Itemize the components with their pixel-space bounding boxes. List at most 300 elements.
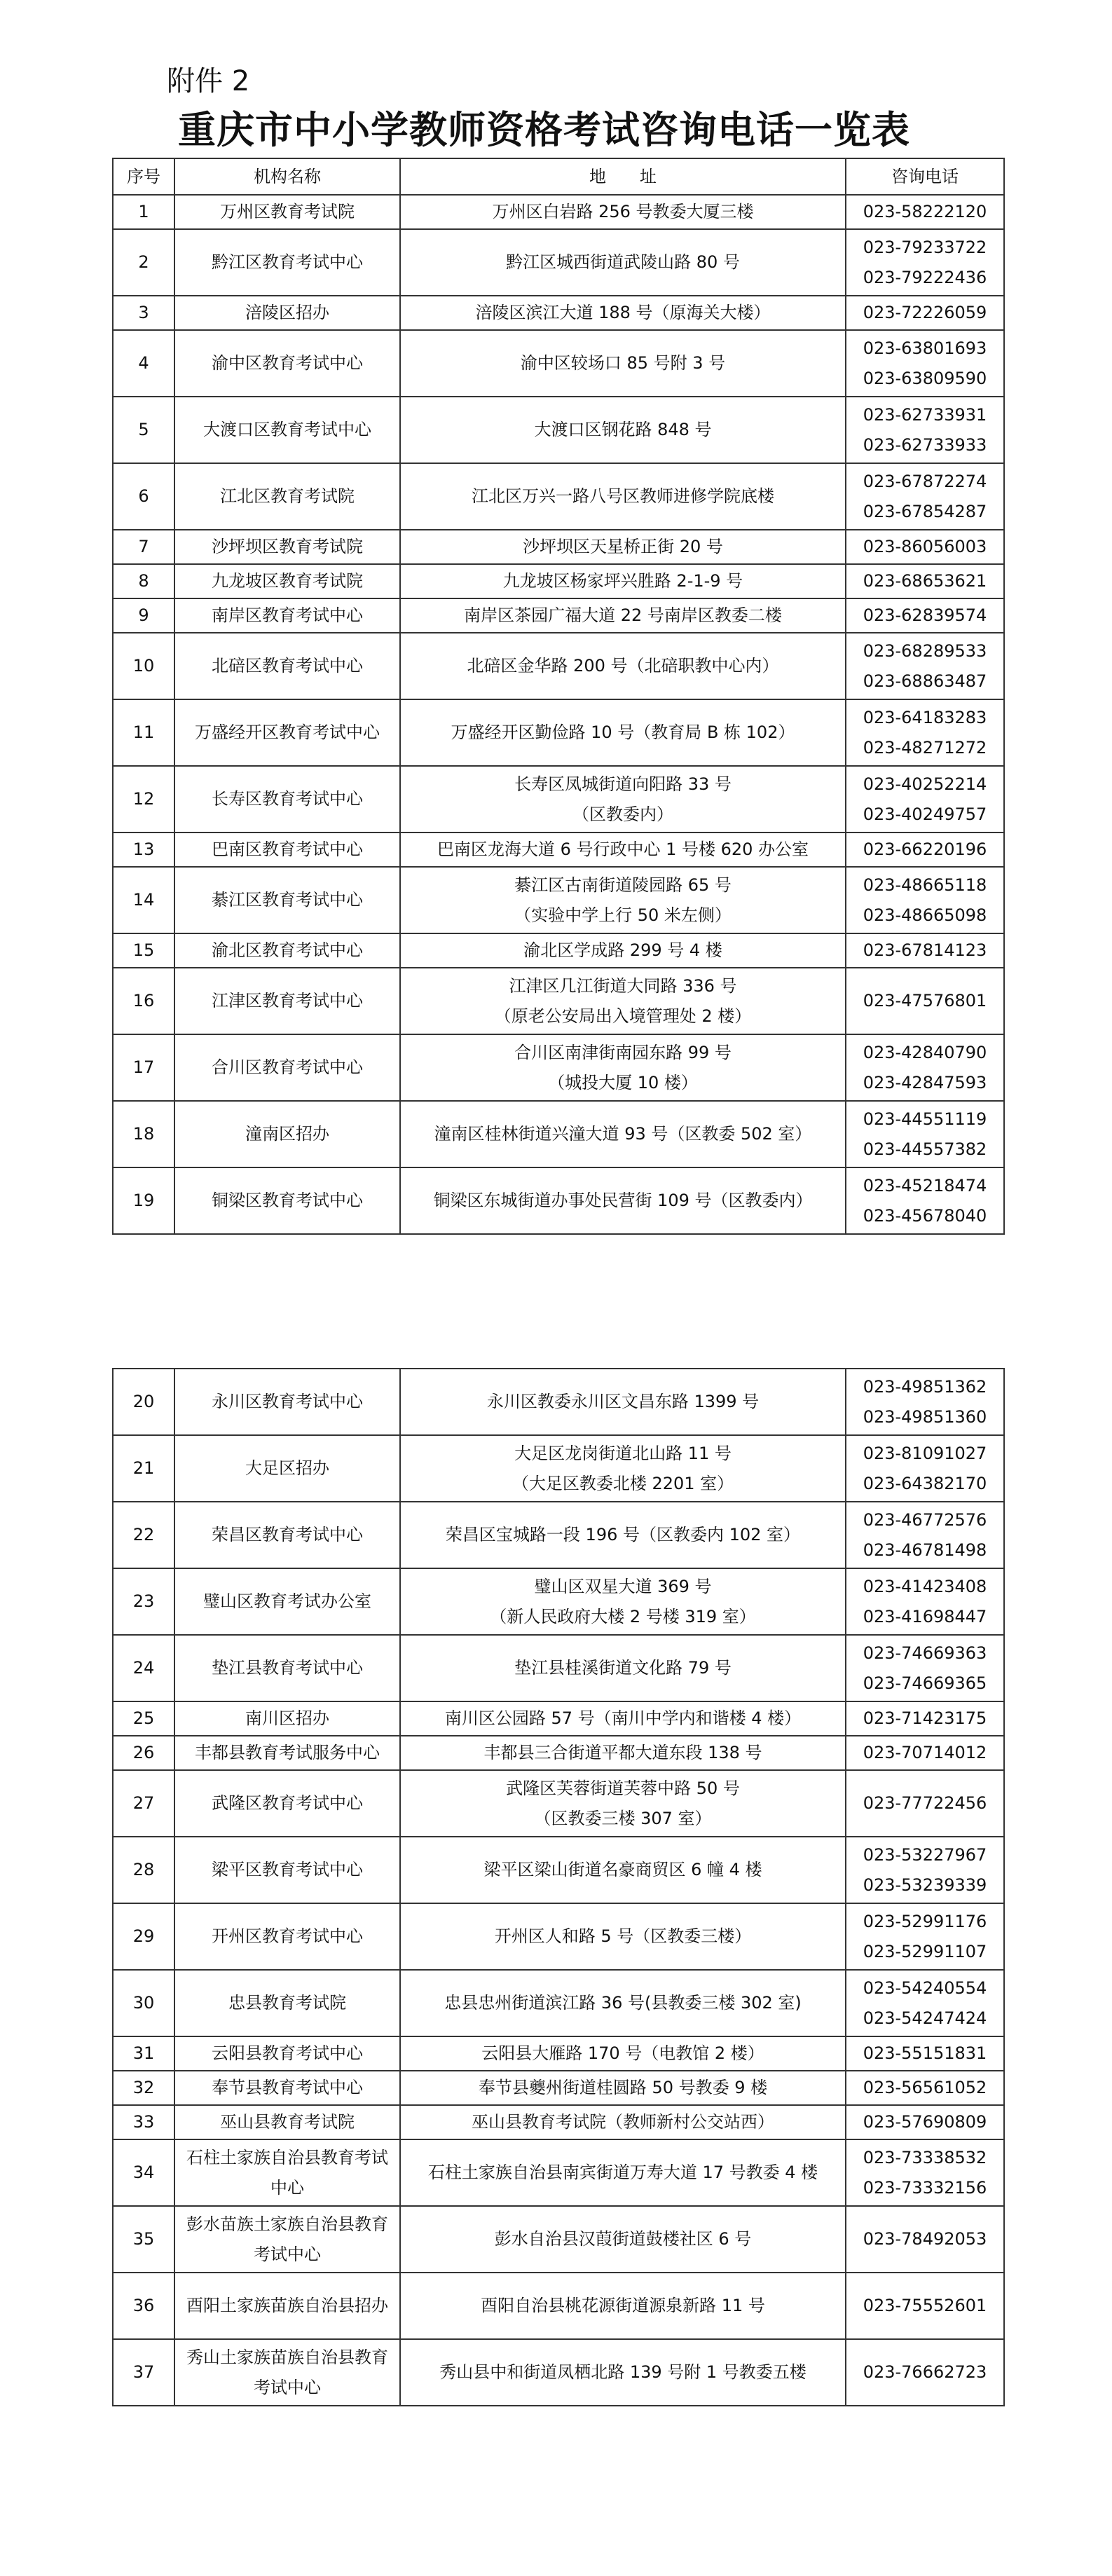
table-row <box>113 2105 1004 2139</box>
phone-number: 023-54247424 <box>863 2008 987 2028</box>
phone-number: 023-41698447 <box>863 1606 987 1626</box>
phone-number: 023-42840790 <box>863 1042 987 1062</box>
phone <box>846 933 1004 968</box>
phone-number: 023-41423408 <box>863 1576 987 1596</box>
org-name-text: 江北区教育考试院 <box>220 486 355 506</box>
address <box>400 598 846 633</box>
org-name <box>174 2273 400 2339</box>
row-number: 36 <box>113 2273 174 2339</box>
org-name <box>174 296 400 330</box>
address-line: 大渡口区钢花路 848 号 <box>534 420 712 439</box>
row-number: 21 <box>113 1435 174 1502</box>
address <box>400 2206 846 2273</box>
table-row <box>113 2071 1004 2105</box>
phone-number: 023-53227967 <box>863 1844 987 1865</box>
org-name-text: 长寿区教育考试中心 <box>212 789 363 809</box>
table-row <box>113 933 1004 968</box>
address <box>400 195 846 229</box>
org-name <box>174 1903 400 1970</box>
row-number: 6 <box>113 463 174 530</box>
phone <box>846 296 1004 330</box>
phone <box>846 1568 1004 1635</box>
address-line: 开州区人和路 5 号（区教委三楼） <box>494 1926 752 1946</box>
table-row <box>113 1435 1004 1502</box>
table-row <box>113 296 1004 330</box>
org-name-text: 涪陵区招办 <box>245 303 329 322</box>
address <box>400 2105 846 2139</box>
org-name-text: 江津区教育考试中心 <box>212 991 363 1010</box>
row-number: 14 <box>113 867 174 933</box>
org-name <box>174 1034 400 1101</box>
row-number: 3 <box>113 296 174 330</box>
phone <box>846 1701 1004 1736</box>
phone-number: 023-66220196 <box>863 840 987 859</box>
address <box>400 833 846 867</box>
table-row <box>113 1736 1004 1770</box>
org-name <box>174 463 400 530</box>
phone-number: 023-48271272 <box>863 737 987 758</box>
org-name <box>174 2139 400 2206</box>
address <box>400 330 846 397</box>
org-name-text: 南岸区教育考试中心 <box>212 605 363 625</box>
phone <box>846 1903 1004 1970</box>
address <box>400 296 846 330</box>
row-number: 9 <box>113 598 174 633</box>
address-line: 奉节县夔州街道桂圆路 50 号教委 9 楼 <box>478 2078 768 2097</box>
row-number: 20 <box>113 1369 174 1435</box>
phone-number: 023-57690809 <box>863 2112 987 2132</box>
org-name <box>174 330 400 397</box>
table-row <box>113 1701 1004 1736</box>
address-line: 云阳县大雁路 170 号（电教馆 2 楼） <box>481 2043 764 2063</box>
contact-table-part-2 <box>112 1368 1005 2406</box>
phone <box>846 229 1004 296</box>
address <box>400 1701 846 1736</box>
org-name <box>174 195 400 229</box>
phone-number: 023-78492053 <box>863 2229 987 2249</box>
address <box>400 1635 846 1701</box>
table-row <box>113 463 1004 530</box>
header-address: 地 址 <box>400 158 846 195</box>
phone <box>846 867 1004 933</box>
address-line: 秀山县中和街道凤栖北路 139 号附 1 号教委五楼 <box>439 2362 806 2382</box>
phone <box>846 1502 1004 1568</box>
org-name <box>174 833 400 867</box>
phone-number: 023-48665098 <box>863 905 987 925</box>
org-name-text: 荣昌区教育考试中心 <box>212 1525 363 1544</box>
row-number: 24 <box>113 1635 174 1701</box>
table-row <box>113 1635 1004 1701</box>
org-name <box>174 2105 400 2139</box>
address-line: 丰都县三合街道平都大道东段 138 号 <box>483 1743 762 1762</box>
address <box>400 633 846 699</box>
phone-number: 023-79233722 <box>863 237 987 257</box>
phone <box>846 1034 1004 1101</box>
phone-number: 023-47576801 <box>863 991 987 1010</box>
address <box>400 397 846 463</box>
address-line: 渝北区学成路 299 号 4 楼 <box>523 940 722 960</box>
address-line: 璧山区双星大道 369 号 <box>534 1576 712 1596</box>
table-row <box>113 1837 1004 1903</box>
row-number: 29 <box>113 1903 174 1970</box>
address <box>400 766 846 833</box>
table-row <box>113 564 1004 598</box>
row-number: 4 <box>113 330 174 397</box>
address <box>400 1970 846 2036</box>
org-name <box>174 1568 400 1635</box>
table-row <box>113 229 1004 296</box>
table-row <box>113 1502 1004 1568</box>
phone <box>846 1369 1004 1435</box>
address <box>400 1101 846 1167</box>
phone-number: 023-81091027 <box>863 1443 987 1463</box>
address-line: 涪陵区滨江大道 188 号（原海关大楼） <box>475 303 771 322</box>
address <box>400 1770 846 1837</box>
org-name-text: 秀山土家族苗族自治县教育考试中心 <box>186 2347 388 2397</box>
phone-number: 023-63809590 <box>863 368 987 388</box>
address <box>400 2071 846 2105</box>
phone-number: 023-46772576 <box>863 1509 987 1530</box>
row-number: 12 <box>113 766 174 833</box>
address <box>400 1502 846 1568</box>
row-number: 26 <box>113 1736 174 1770</box>
address-line: 黔江区城西街道武陵山路 80 号 <box>506 252 740 272</box>
address <box>400 2139 846 2206</box>
phone-number: 023-73338532 <box>863 2147 987 2167</box>
org-name-text: 大足区招办 <box>245 1458 329 1478</box>
table-row <box>113 2036 1004 2071</box>
address-line: 彭水自治县汉葭街道鼓楼社区 6 号 <box>494 2229 752 2249</box>
org-name-text: 大渡口区教育考试中心 <box>203 420 371 439</box>
phone <box>846 968 1004 1034</box>
org-name <box>174 1701 400 1736</box>
phone <box>846 833 1004 867</box>
address-line: 酉阳自治县桃花源街道源泉新路 11 号 <box>481 2296 765 2315</box>
org-name-text: 永川区教育考试中心 <box>212 1392 363 1411</box>
phone-number: 023-48665118 <box>863 875 987 895</box>
phone-number: 023-70714012 <box>863 1743 987 1762</box>
phone-number: 023-68653621 <box>863 571 987 591</box>
address <box>400 564 846 598</box>
phone-number: 023-44557382 <box>863 1139 987 1159</box>
table-row <box>113 330 1004 397</box>
table-row <box>113 397 1004 463</box>
row-number: 10 <box>113 633 174 699</box>
address <box>400 530 846 564</box>
phone-number: 023-77722456 <box>863 1793 987 1813</box>
table-row <box>113 1568 1004 1635</box>
phone-number: 023-54240554 <box>863 1978 987 1998</box>
table-body <box>113 195 1004 1234</box>
phone-number: 023-64382170 <box>863 1473 987 1493</box>
phone <box>846 1970 1004 2036</box>
header-no: 序号 <box>113 158 174 195</box>
address-line: 綦江区古南街道陵园路 65 号 <box>514 875 732 895</box>
row-number: 33 <box>113 2105 174 2139</box>
address-line: 巫山县教育考试院（教师新村公交站西） <box>472 2112 774 2132</box>
row-number: 8 <box>113 564 174 598</box>
org-name-text: 万盛经开区教育考试中心 <box>195 722 380 742</box>
org-name <box>174 2206 400 2273</box>
address <box>400 1167 846 1234</box>
row-number: 7 <box>113 530 174 564</box>
org-name-text: 梁平区教育考试中心 <box>212 1860 363 1879</box>
phone-number: 023-58222120 <box>863 202 987 221</box>
phone <box>846 2339 1004 2406</box>
phone-number: 023-75552601 <box>863 2296 987 2315</box>
org-name <box>174 1435 400 1502</box>
address-line: 北碚区金华路 200 号（北碚职教中心内） <box>467 656 779 676</box>
address-line: 南川区公园路 57 号（南川中学内和谐楼 4 楼） <box>444 1708 802 1728</box>
phone <box>846 397 1004 463</box>
org-name-text: 彭水苗族土家族自治县教育考试中心 <box>186 2214 388 2264</box>
org-name-text: 石柱土家族自治县教育考试中心 <box>186 2147 388 2198</box>
address <box>400 1837 846 1903</box>
row-number: 30 <box>113 1970 174 2036</box>
row-number: 32 <box>113 2071 174 2105</box>
org-name <box>174 766 400 833</box>
address-line: 潼南区桂林街道兴潼大道 93 号（区教委 502 室） <box>434 1124 812 1144</box>
row-number: 5 <box>113 397 174 463</box>
org-name <box>174 1970 400 2036</box>
phone-number: 023-76662723 <box>863 2362 987 2382</box>
org-name-text: 合川区教育考试中心 <box>212 1057 363 1077</box>
phone <box>846 1435 1004 1502</box>
table-row <box>113 1770 1004 1837</box>
phone <box>846 2206 1004 2273</box>
table-header-row <box>113 158 1004 195</box>
org-name <box>174 633 400 699</box>
address <box>400 2036 846 2071</box>
org-name <box>174 699 400 766</box>
table-row <box>113 833 1004 867</box>
address <box>400 463 846 530</box>
row-number: 2 <box>113 229 174 296</box>
phone <box>846 633 1004 699</box>
org-name-text: 云阳县教育考试中心 <box>212 2043 363 2063</box>
org-name <box>174 530 400 564</box>
address <box>400 933 846 968</box>
address-line: 九龙坡区杨家坪兴胜路 2-1-9 号 <box>502 571 743 591</box>
phone-number: 023-44551119 <box>863 1109 987 1129</box>
org-name <box>174 1167 400 1234</box>
phone <box>846 330 1004 397</box>
address-line: （区教委内） <box>572 804 673 824</box>
org-name <box>174 598 400 633</box>
address <box>400 867 846 933</box>
address <box>400 1369 846 1435</box>
phone <box>846 564 1004 598</box>
org-name <box>174 1101 400 1167</box>
org-name-text: 潼南区招办 <box>245 1124 329 1144</box>
phone-number: 023-49851362 <box>863 1376 987 1397</box>
address-line: （大足区教委北楼 2201 室） <box>512 1473 734 1493</box>
table-row <box>113 2339 1004 2406</box>
address <box>400 229 846 296</box>
row-number: 25 <box>113 1701 174 1736</box>
address-line: 南岸区茶园广福大道 22 号南岸区教委二楼 <box>464 605 782 625</box>
phone-number: 023-40252214 <box>863 774 987 794</box>
phone-number: 023-73332156 <box>863 2177 987 2198</box>
org-name-text: 北碚区教育考试中心 <box>212 656 363 676</box>
org-name <box>174 1736 400 1770</box>
phone-number: 023-64183283 <box>863 707 987 727</box>
table-row <box>113 2139 1004 2206</box>
phone-number: 023-86056003 <box>863 537 987 556</box>
org-name-text: 南川区招办 <box>245 1708 329 1728</box>
phone-number: 023-45218474 <box>863 1175 987 1195</box>
org-name-text: 九龙坡区教育考试院 <box>212 571 363 591</box>
phone <box>846 463 1004 530</box>
table-body <box>113 1369 1004 2406</box>
phone <box>846 1837 1004 1903</box>
page-title: 重庆市中小学教师资格考试咨询电话一览表 <box>178 107 910 152</box>
address-line: 巴南区龙海大道 6 号行政中心 1 号楼 620 办公室 <box>437 840 809 859</box>
org-name <box>174 1502 400 1568</box>
org-name-text: 酉阳土家族苗族自治县招办 <box>186 2296 388 2315</box>
org-name <box>174 867 400 933</box>
org-name-text: 璧山区教育考试办公室 <box>203 1591 371 1611</box>
phone <box>846 2036 1004 2071</box>
org-name <box>174 397 400 463</box>
org-name <box>174 1837 400 1903</box>
address-line: （城投大厦 10 楼） <box>548 1072 698 1092</box>
address-line: 石柱土家族自治县南宾街道万寿大道 17 号教委 4 楼 <box>427 2163 818 2182</box>
org-name-text: 綦江区教育考试中心 <box>212 890 363 910</box>
org-name <box>174 2339 400 2406</box>
phone-number: 023-68863487 <box>863 671 987 691</box>
org-name-text: 铜梁区教育考试中心 <box>212 1191 363 1210</box>
table-row <box>113 1167 1004 1234</box>
org-name-text: 丰都县教育考试服务中心 <box>195 1743 380 1762</box>
address-line: 万盛经开区勤俭路 10 号（教育局 B 栋 102） <box>451 722 795 742</box>
address-line: 武隆区芙蓉街道芙蓉中路 50 号 <box>506 1778 740 1798</box>
org-name <box>174 564 400 598</box>
org-name-text: 忠县教育考试院 <box>228 1993 346 2013</box>
phone <box>846 2071 1004 2105</box>
address <box>400 1903 846 1970</box>
phone-number: 023-71423175 <box>863 1708 987 1728</box>
table-row <box>113 766 1004 833</box>
phone <box>846 766 1004 833</box>
phone-number: 023-46781498 <box>863 1540 987 1560</box>
table-row <box>113 633 1004 699</box>
address-line: 江津区几江街道大同路 336 号 <box>509 975 737 996</box>
row-number: 35 <box>113 2206 174 2273</box>
table-row <box>113 968 1004 1034</box>
address-line: （区教委三楼 307 室） <box>534 1808 712 1828</box>
address-line: 梁平区梁山街道名豪商贸区 6 幢 4 楼 <box>483 1860 762 1879</box>
address-line: 沙坪坝区天星桥正街 20 号 <box>523 537 723 556</box>
row-number: 13 <box>113 833 174 867</box>
row-number: 22 <box>113 1502 174 1568</box>
table-row <box>113 1369 1004 1435</box>
phone-number: 023-68289533 <box>863 640 987 661</box>
address-line: 垫江县桂溪街道文化路 79 号 <box>514 1658 732 1678</box>
phone-number: 023-62733931 <box>863 404 987 425</box>
row-number: 28 <box>113 1837 174 1903</box>
org-name-text: 武隆区教育考试中心 <box>212 1793 363 1813</box>
header-phone: 咨询电话 <box>846 158 1004 195</box>
org-name <box>174 1369 400 1435</box>
header-name: 机构名称 <box>174 158 400 195</box>
table-row <box>113 1034 1004 1101</box>
row-number: 16 <box>113 968 174 1034</box>
org-name-text: 沙坪坝区教育考试院 <box>212 537 363 556</box>
org-name-text: 奉节县教育考试中心 <box>212 2078 363 2097</box>
phone <box>846 195 1004 229</box>
phone-number: 023-40249757 <box>863 804 987 824</box>
address-line: 荣昌区宝城路一段 196 号（区教委内 102 室） <box>445 1525 801 1544</box>
phone-number: 023-42847593 <box>863 1072 987 1092</box>
org-name-text: 黔江区教育考试中心 <box>212 252 363 272</box>
table-row <box>113 530 1004 564</box>
attachment-label: 附件 2 <box>167 65 250 97</box>
address-line: （原老公安局出入境管理处 2 楼） <box>494 1006 752 1026</box>
org-name-text: 开州区教育考试中心 <box>212 1926 363 1946</box>
phone-number: 023-56561052 <box>863 2078 987 2097</box>
phone <box>846 1101 1004 1167</box>
contact-table-part-1 <box>112 158 1005 1235</box>
phone-number: 023-62733933 <box>863 434 987 455</box>
org-name <box>174 229 400 296</box>
org-name-text: 巴南区教育考试中心 <box>212 840 363 859</box>
phone-number: 023-72226059 <box>863 303 987 322</box>
address-line: （实验中学上行 50 米左侧） <box>514 905 732 925</box>
table-row <box>113 1101 1004 1167</box>
phone-number: 023-45678040 <box>863 1205 987 1226</box>
phone-number: 023-55151831 <box>863 2043 987 2063</box>
phone <box>846 699 1004 766</box>
address <box>400 1034 846 1101</box>
table-row <box>113 2273 1004 2339</box>
phone <box>846 1770 1004 1837</box>
phone <box>846 2139 1004 2206</box>
phone-number: 023-52991107 <box>863 1941 987 1961</box>
row-number: 1 <box>113 195 174 229</box>
address <box>400 699 846 766</box>
row-number: 19 <box>113 1167 174 1234</box>
org-name <box>174 2071 400 2105</box>
address-line: 江北区万兴一路八号区教师进修学院底楼 <box>472 486 774 506</box>
address-line: （新人民政府大楼 2 号楼 319 室） <box>490 1606 756 1626</box>
address <box>400 1435 846 1502</box>
org-name <box>174 1770 400 1837</box>
phone-number: 023-53239339 <box>863 1875 987 1895</box>
address-line: 铜梁区东城街道办事处民营街 109 号（区教委内） <box>433 1191 813 1210</box>
org-name-text: 万州区教育考试院 <box>220 202 355 221</box>
phone <box>846 598 1004 633</box>
row-number: 15 <box>113 933 174 968</box>
org-name-text: 垫江县教育考试中心 <box>212 1658 363 1678</box>
org-name-text: 渝中区教育考试中心 <box>212 353 363 373</box>
table-row <box>113 1903 1004 1970</box>
org-name <box>174 968 400 1034</box>
phone <box>846 2273 1004 2339</box>
org-name <box>174 2036 400 2071</box>
table-row <box>113 598 1004 633</box>
row-number: 31 <box>113 2036 174 2071</box>
phone <box>846 1167 1004 1234</box>
phone <box>846 1736 1004 1770</box>
address <box>400 2339 846 2406</box>
row-number: 17 <box>113 1034 174 1101</box>
phone-number: 023-67814123 <box>863 940 987 960</box>
phone-number: 023-74669363 <box>863 1643 987 1663</box>
row-number: 23 <box>113 1568 174 1635</box>
phone-number: 023-49851360 <box>863 1406 987 1427</box>
address-line: 忠县忠州街道滨江路 36 号(县教委三楼 302 室) <box>444 1993 802 2013</box>
